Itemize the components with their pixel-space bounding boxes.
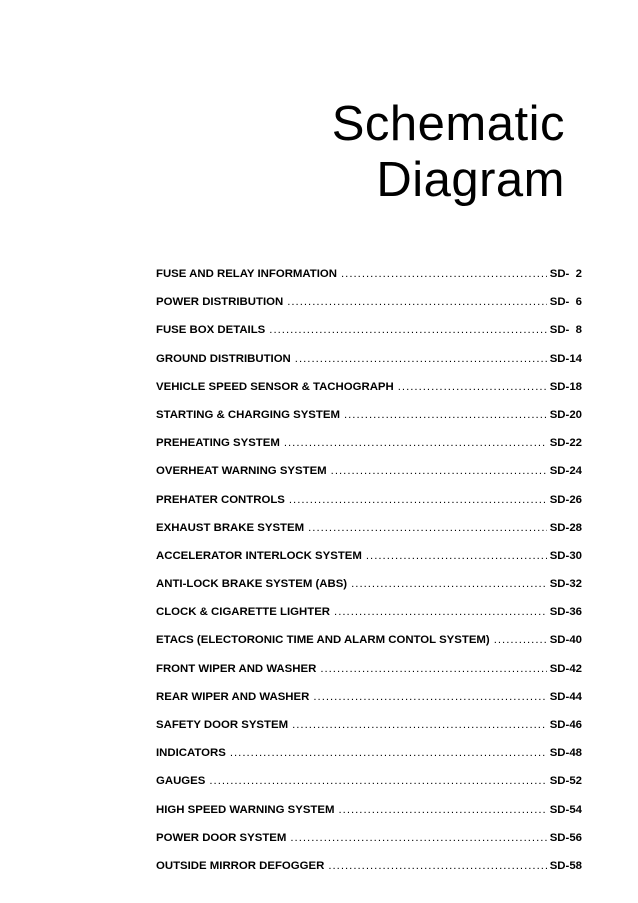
toc-dot-leader (366, 550, 547, 562)
toc-entry-indicators[interactable] (156, 747, 582, 775)
toc-entry-title: INDICATORS (156, 747, 226, 760)
toc-entry-vehicle-speed-sensor[interactable] (156, 381, 582, 409)
toc-entry-anti-lock-brake-system[interactable] (156, 578, 582, 606)
toc-entry-power-door-system[interactable] (156, 832, 582, 860)
toc-entry-outside-mirror-defogger[interactable] (156, 860, 582, 888)
toc-entry-title: CLOCK & CIGARETTE LIGHTER (156, 606, 331, 619)
toc-entry-page: SD-14 (549, 352, 582, 365)
toc-entry-title: FUSE AND RELAY INFORMATION (156, 268, 337, 280)
toc-entry-overheat-warning-system[interactable] (156, 465, 582, 493)
toc-dot-leader (269, 324, 546, 336)
toc-dot-leader (331, 465, 547, 477)
toc-entry-page: SD-58 (549, 859, 582, 872)
toc-entry-page: SD- 6 (549, 296, 582, 309)
page-title-line-2: Diagram (376, 153, 565, 207)
toc-entry-power-distribution[interactable] (156, 296, 582, 324)
toc-entry-page: SD-22 (549, 437, 582, 450)
toc-entry-title: PREHEATING SYSTEM (156, 437, 280, 450)
toc-dot-leader (338, 804, 546, 816)
toc-entry-fuse-and-relay-information[interactable] (156, 268, 582, 296)
toc-dot-leader (290, 832, 546, 844)
toc-entry-title: POWER DOOR SYSTEM (156, 831, 287, 844)
toc-entry-accelerator-interlock-system[interactable] (156, 550, 582, 578)
table-of-contents (156, 268, 582, 888)
toc-entry-safety-door-system[interactable] (156, 719, 582, 747)
toc-entry-title: OUTSIDE MIRROR DEFOGGER (156, 859, 325, 872)
toc-dot-leader (351, 578, 547, 590)
toc-dot-leader (308, 522, 547, 534)
toc-dot-leader (328, 860, 546, 872)
toc-entry-starting-charging-system[interactable] (156, 409, 582, 437)
toc-entry-title: PREHATER CONTROLS (156, 493, 285, 506)
toc-dot-leader (289, 494, 547, 506)
toc-entry-title: GROUND DISTRIBUTION (156, 352, 291, 365)
toc-entry-etacs[interactable] (156, 634, 582, 662)
toc-dot-leader (398, 381, 547, 393)
toc-entry-page: SD-24 (549, 465, 582, 478)
toc-entry-prehater-controls[interactable] (156, 494, 582, 522)
toc-entry-title: POWER DISTRIBUTION (156, 296, 284, 309)
toc-entry-title: REAR WIPER AND WASHER (156, 690, 310, 703)
toc-entry-title: SAFETY DOOR SYSTEM (156, 719, 289, 731)
toc-entry-page: SD-52 (549, 775, 582, 788)
toc-dot-leader (295, 353, 547, 365)
toc-entry-page: SD-26 (549, 493, 582, 506)
toc-entry-exhaust-brake-system[interactable] (156, 522, 582, 550)
toc-entry-fuse-box-details[interactable] (156, 324, 582, 352)
toc-entry-gauges[interactable] (156, 775, 582, 803)
toc-entry-title: EXHAUST BRAKE SYSTEM (156, 521, 305, 534)
toc-entry-page: SD-42 (549, 662, 582, 675)
toc-entry-front-wiper-and-washer[interactable] (156, 663, 582, 691)
toc-entry-title: STARTING & CHARGING SYSTEM (156, 408, 340, 421)
toc-entry-page: SD-46 (549, 719, 582, 731)
toc-dot-leader (230, 747, 547, 759)
toc-entry-rear-wiper-and-washer[interactable] (156, 691, 582, 719)
toc-entry-preheating-system[interactable] (156, 437, 582, 465)
toc-dot-leader (287, 296, 547, 308)
toc-entry-page: SD-18 (549, 380, 582, 393)
toc-entry-clock-cigarette-lighter[interactable] (156, 606, 582, 634)
toc-entry-page: SD-54 (549, 803, 582, 816)
toc-dot-leader (313, 691, 546, 703)
toc-dot-leader (320, 663, 546, 675)
toc-entry-page: SD-44 (549, 690, 582, 703)
toc-entry-page: SD-32 (549, 578, 582, 591)
toc-entry-title: FRONT WIPER AND WASHER (156, 662, 317, 675)
toc-entry-title: ACCELERATOR INTERLOCK SYSTEM (156, 549, 362, 562)
toc-entry-page: SD-20 (549, 408, 582, 421)
toc-entry-title: ETACS (ELECTORONIC TIME AND ALARM CONTOL SYSTEM) (156, 634, 490, 647)
toc-entry-title: ANTI-LOCK BRAKE SYSTEM (ABS) (156, 578, 348, 591)
toc-entry-page: SD-48 (549, 747, 582, 760)
toc-entry-page: SD-56 (549, 831, 582, 844)
toc-dot-leader (284, 437, 547, 449)
toc-dot-leader (494, 634, 547, 646)
page-title-line-1: Schematic (331, 97, 565, 151)
toc-entry-page: SD- 8 (549, 324, 582, 337)
toc-dot-leader (341, 268, 547, 280)
toc-entry-title: OVERHEAT WARNING SYSTEM (156, 465, 327, 478)
toc-entry-page: SD- 2 (549, 268, 582, 280)
toc-entry-title: VEHICLE SPEED SENSOR & TACHOGRAPH (156, 380, 394, 393)
toc-entry-page: SD-36 (549, 606, 582, 619)
toc-dot-leader (292, 719, 547, 731)
toc-entry-title: HIGH SPEED WARNING SYSTEM (156, 803, 335, 816)
toc-dot-leader (344, 409, 547, 421)
page-title (332, 96, 565, 208)
toc-entry-ground-distribution[interactable] (156, 353, 582, 381)
toc-dot-leader (209, 775, 546, 787)
toc-entry-title: FUSE BOX DETAILS (156, 324, 266, 337)
toc-entry-page: SD-40 (549, 634, 582, 647)
toc-entry-high-speed-warning-system[interactable] (156, 804, 582, 832)
toc-entry-page: SD-30 (549, 549, 582, 562)
toc-dot-leader (334, 606, 547, 618)
toc-entry-page: SD-28 (549, 521, 582, 534)
toc-entry-title: GAUGES (156, 775, 206, 788)
